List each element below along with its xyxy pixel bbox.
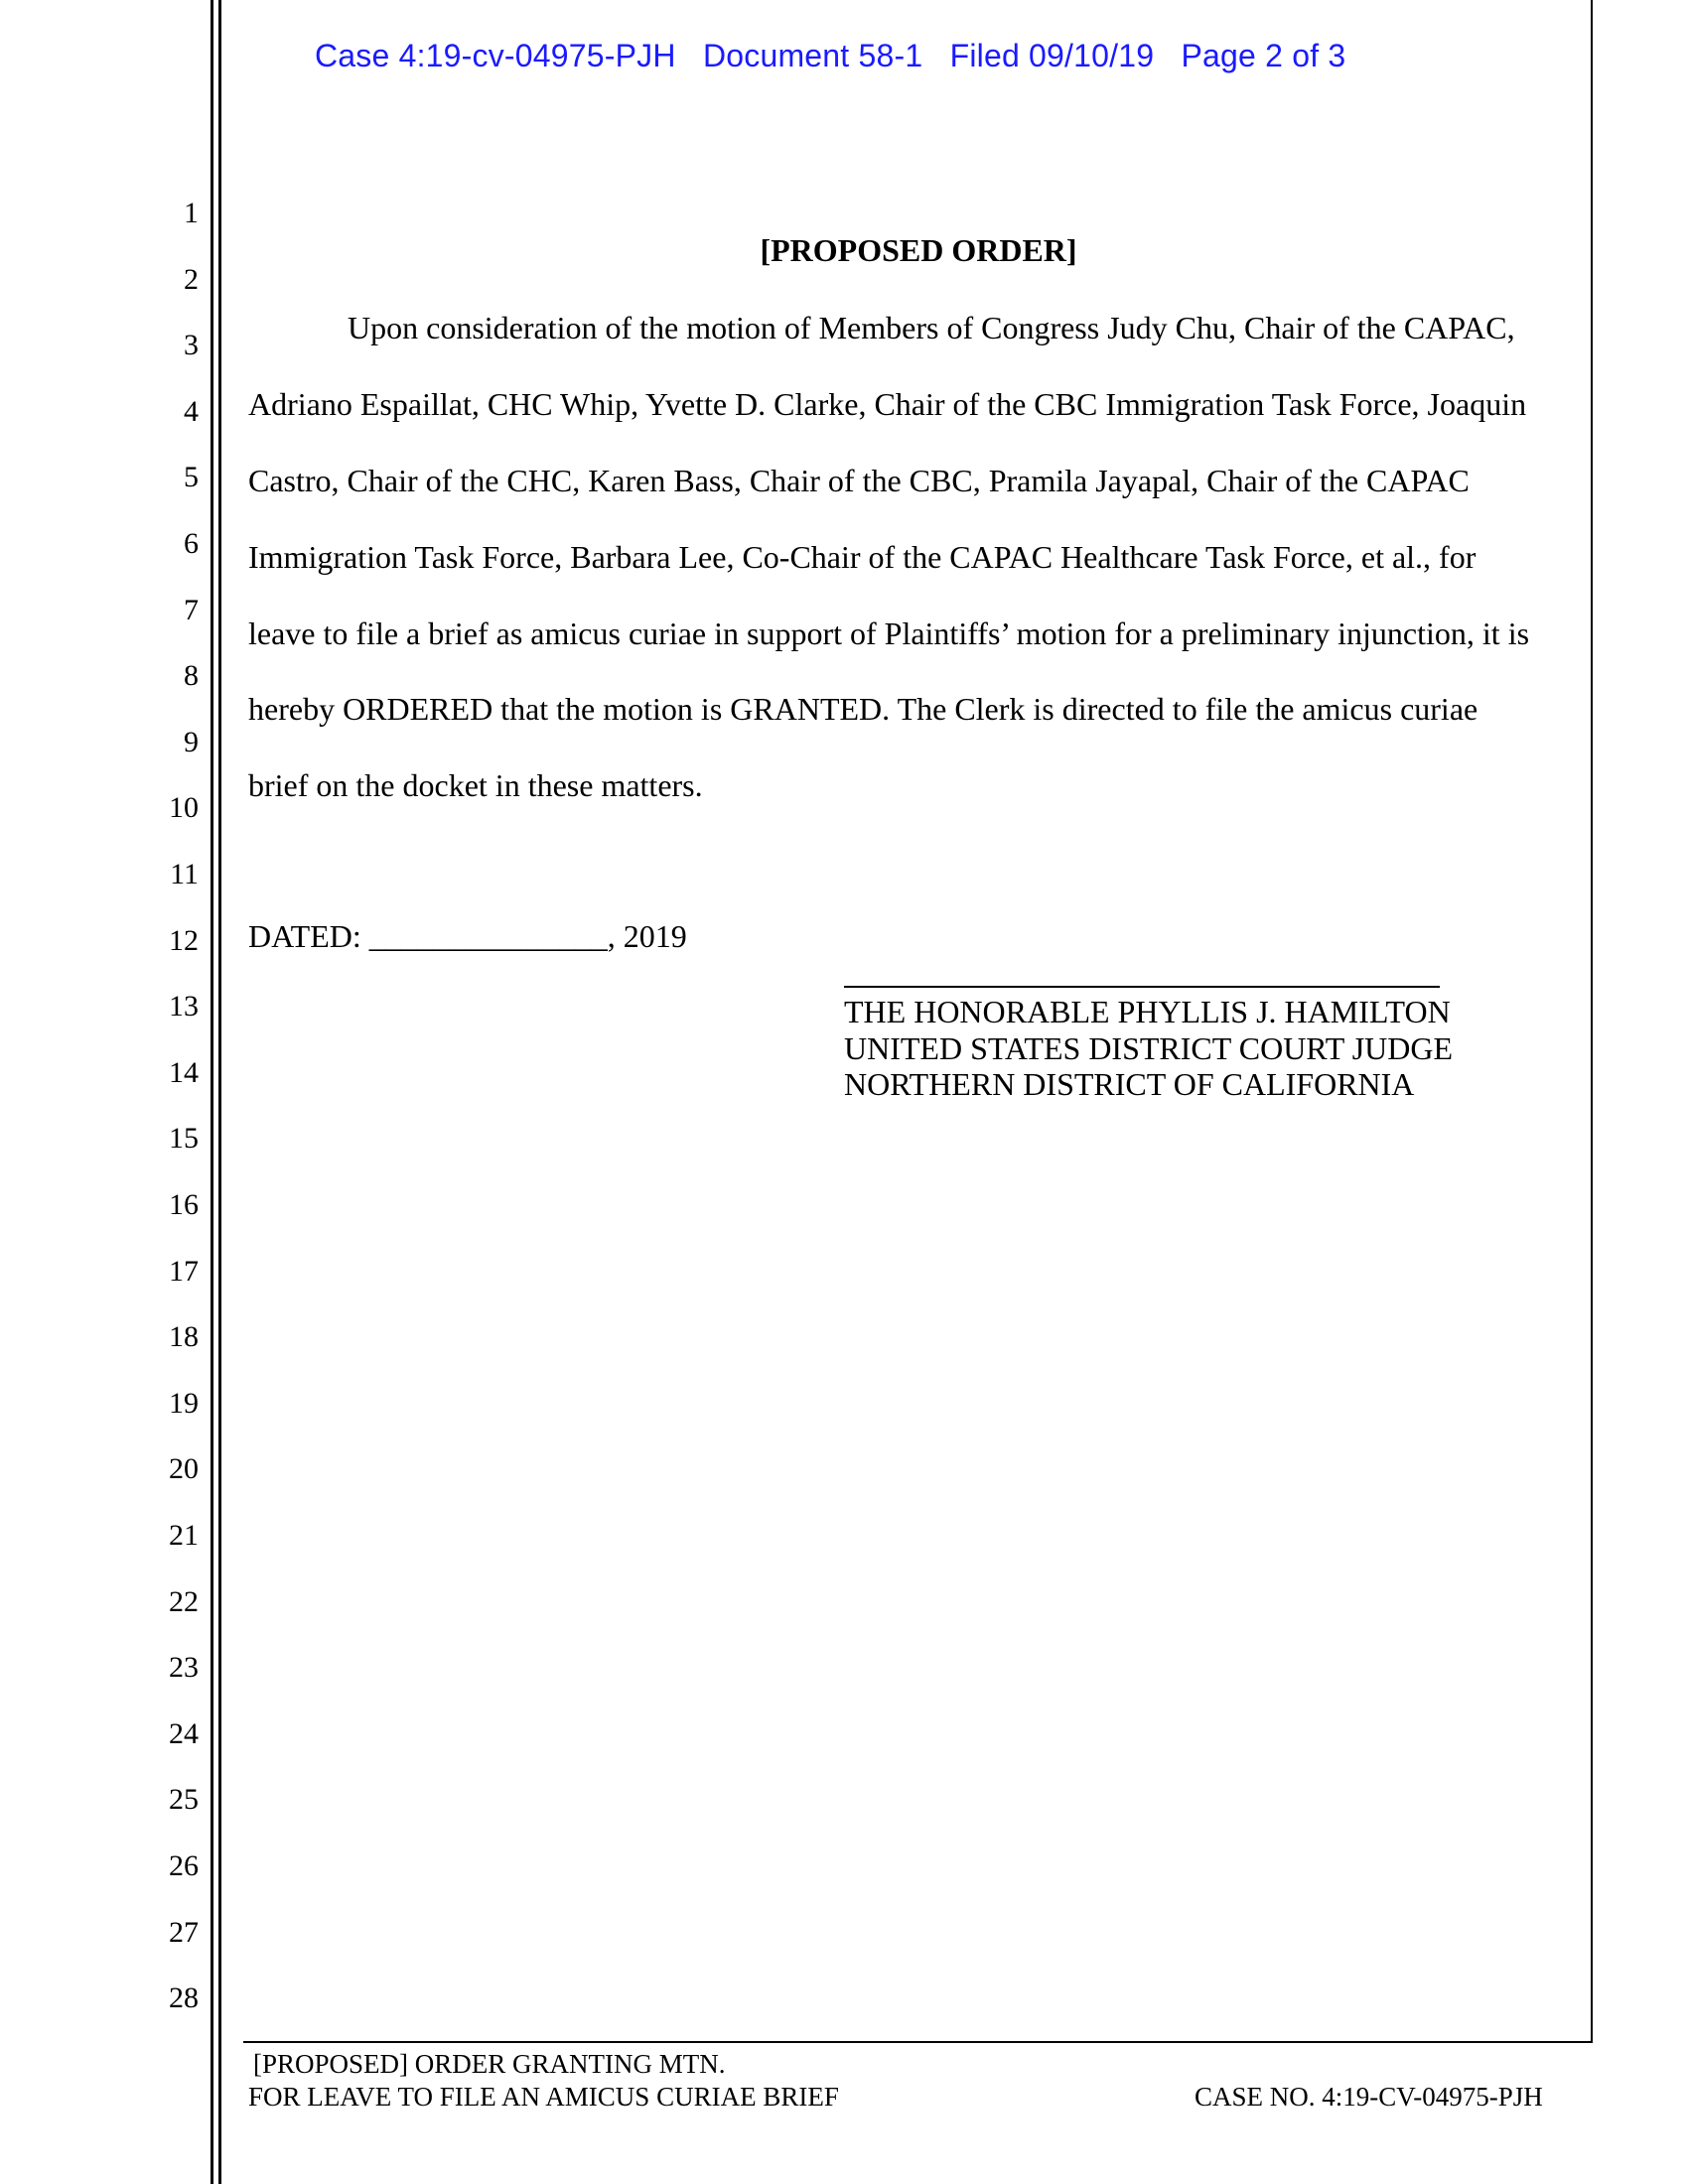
line-number: 20 — [169, 1452, 199, 1485]
body-text-line: Upon consideration of the motion of Members of Congress Judy Chu, Chair of the CAPAC, — [348, 310, 1515, 345]
signature-title: UNITED STATES DISTRICT COURT JUDGE — [844, 1030, 1454, 1066]
line-number: 4 — [184, 395, 199, 428]
body-text-line: Adriano Espaillat, CHC Whip, Yvette D. Clarke, Chair of the CBC Immigration Task Force, Joaquin — [248, 386, 1527, 422]
line-number: 23 — [169, 1651, 199, 1684]
body-text-line: brief on the docket in these matters. — [248, 767, 703, 803]
line-number: 21 — [169, 1519, 199, 1552]
line-number: 8 — [184, 659, 199, 692]
line-number: 3 — [184, 329, 199, 361]
line-number: 5 — [184, 461, 199, 493]
line-number: 14 — [169, 1056, 199, 1089]
right-margin-rule — [1591, 0, 1593, 2043]
line-number: 11 — [170, 858, 199, 890]
line-number: 13 — [169, 990, 199, 1023]
line-number: 16 — [169, 1188, 199, 1221]
line-number: 2 — [184, 263, 199, 296]
line-number: 22 — [169, 1585, 199, 1618]
case-header-stamp: Case 4:19-cv-04975-PJH Document 58-1 Filed 09/10/19 Page 2 of 3 — [315, 38, 1346, 73]
line-number: 28 — [169, 1981, 199, 2014]
body-text-line: Immigration Task Force, Barbara Lee, Co-Chair of the CAPAC Healthcare Task Force, et al., for — [248, 539, 1477, 575]
line-number: 10 — [169, 791, 199, 824]
line-number: 24 — [169, 1717, 199, 1750]
dated-line: DATED: _______________, 2019 — [248, 918, 687, 954]
line-number: 15 — [169, 1122, 199, 1155]
signature-name: THE HONORABLE PHYLLIS J. HAMILTON — [844, 994, 1451, 1029]
line-number: 9 — [184, 726, 199, 758]
line-number: 12 — [169, 924, 199, 957]
document-title: [PROPOSED ORDER] — [760, 232, 1077, 268]
line-number: 25 — [169, 1783, 199, 1816]
line-number: 17 — [169, 1255, 199, 1288]
body-text-line: hereby ORDERED that the motion is GRANTED. The Clerk is directed to file the amicus curiae — [248, 691, 1478, 727]
body-text-line: leave to file a brief as amicus curiae in support of Plaintiffs’ motion for a preliminary injunction, it is — [248, 615, 1530, 651]
left-margin-rule-inner — [218, 0, 221, 2184]
footer-caption-line1: [PROPOSED] ORDER GRANTING MTN. — [253, 2049, 726, 2079]
line-number: 19 — [169, 1387, 199, 1420]
line-number: 7 — [184, 594, 199, 626]
footer-case-number: CASE NO. 4:19-CV-04975-PJH — [1195, 2082, 1543, 2112]
line-number: 26 — [169, 1849, 199, 1882]
footer-caption-line2: FOR LEAVE TO FILE AN AMICUS CURIAE BRIEF — [248, 2082, 839, 2112]
signature-district: NORTHERN DISTRICT OF CALIFORNIA — [844, 1066, 1415, 1102]
left-margin-rule — [211, 0, 213, 2184]
body-text-line: Castro, Chair of the CHC, Karen Bass, Chair of the CBC, Pramila Jayapal, Chair of the CAPAC — [248, 463, 1470, 498]
line-number: 1 — [184, 197, 199, 229]
signature-line — [844, 986, 1440, 988]
line-number: 6 — [184, 527, 199, 560]
line-number: 18 — [169, 1320, 199, 1353]
line-number: 27 — [169, 1916, 199, 1949]
footer-rule — [243, 2041, 1593, 2043]
